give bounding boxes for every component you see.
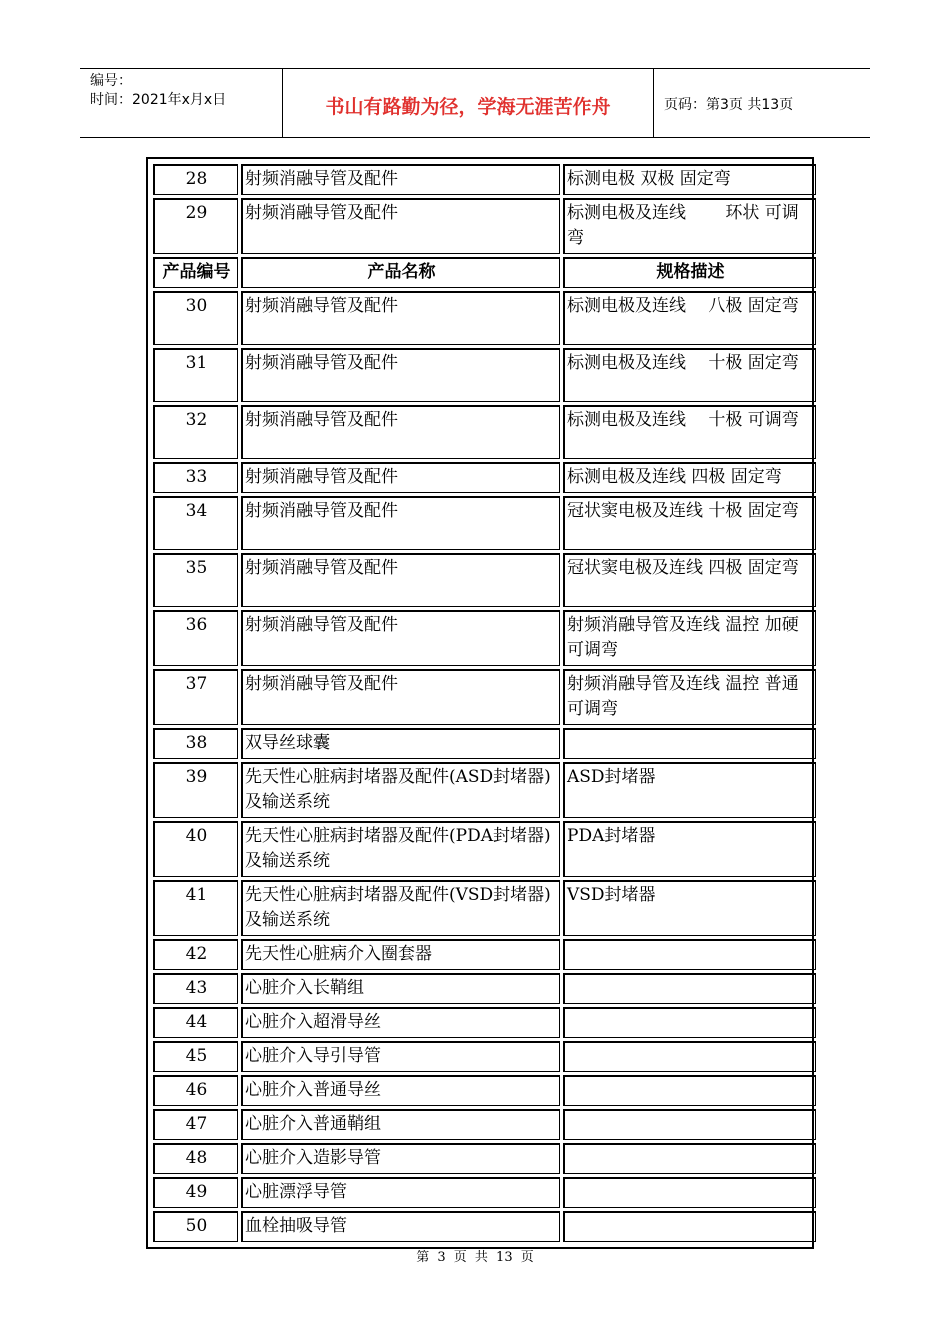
table-row bbox=[153, 821, 816, 877]
table-row bbox=[153, 1143, 816, 1174]
product-name-cell: 双导丝球囊 bbox=[241, 728, 560, 759]
product-number-cell: 46 bbox=[153, 1075, 238, 1106]
spec-cell bbox=[563, 939, 816, 970]
spec-cell bbox=[563, 1143, 816, 1174]
spec-cell bbox=[563, 1109, 816, 1140]
product-number-cell: 50 bbox=[153, 1211, 238, 1242]
page-footer: 第 3 页 共 13 页 bbox=[416, 1250, 534, 1265]
product-number-cell: 34 bbox=[153, 496, 238, 550]
table-row bbox=[153, 405, 816, 459]
product-name-cell: 心脏介入超滑导丝 bbox=[241, 1007, 560, 1038]
table-row bbox=[153, 1075, 816, 1106]
table-row bbox=[153, 728, 816, 759]
table-row bbox=[153, 880, 816, 936]
table-header-row bbox=[153, 257, 816, 288]
product-name-cell: 射频消融导管及配件 bbox=[241, 405, 560, 459]
spec-cell: 冠状窦电极及连线 四极 固定弯 bbox=[563, 553, 816, 607]
spec-cell bbox=[563, 973, 816, 1004]
spec-cell bbox=[563, 1041, 816, 1072]
product-number-cell: 48 bbox=[153, 1143, 238, 1174]
product-number-cell: 45 bbox=[153, 1041, 238, 1072]
product-number-cell: 44 bbox=[153, 1007, 238, 1038]
product-name-cell: 射频消融导管及配件 bbox=[241, 164, 560, 195]
table-row bbox=[153, 164, 816, 195]
spec-cell bbox=[563, 728, 816, 759]
spec-cell bbox=[563, 1177, 816, 1208]
header-meta bbox=[80, 69, 283, 137]
product-number-cell: 30 bbox=[153, 291, 238, 345]
spec-cell: PDA封堵器 bbox=[563, 821, 816, 877]
table-row bbox=[153, 939, 816, 970]
spec-cell bbox=[563, 1075, 816, 1106]
table-row bbox=[153, 462, 816, 493]
product-number-cell: 38 bbox=[153, 728, 238, 759]
product-number-cell: 31 bbox=[153, 348, 238, 402]
product-name-cell: 射频消融导管及配件 bbox=[241, 348, 560, 402]
spec-cell: 射频消融导管及连线 温控 加硬 可调弯 bbox=[563, 610, 816, 666]
product-table-frame bbox=[146, 157, 814, 1249]
spec-cell: 射频消融导管及连线 温控 普通 可调弯 bbox=[563, 669, 816, 725]
table-row bbox=[153, 348, 816, 402]
table-row bbox=[153, 198, 816, 254]
product-name-cell: 射频消融导管及配件 bbox=[241, 462, 560, 493]
product-number-cell: 33 bbox=[153, 462, 238, 493]
column-header: 规格描述 bbox=[563, 257, 816, 288]
product-name-cell: 射频消融导管及配件 bbox=[241, 669, 560, 725]
column-header: 产品编号 bbox=[153, 257, 238, 288]
spec-cell: 标测电极及连线 十极 固定弯 bbox=[563, 348, 816, 402]
product-name-cell: 心脏介入造影导管 bbox=[241, 1143, 560, 1174]
spec-cell: 标测电极及连线 十极 可调弯 bbox=[563, 405, 816, 459]
table-row bbox=[153, 610, 816, 666]
product-name-cell: 心脏介入普通鞘组 bbox=[241, 1109, 560, 1140]
product-number-cell: 47 bbox=[153, 1109, 238, 1140]
product-number-cell: 35 bbox=[153, 553, 238, 607]
table-row bbox=[153, 496, 816, 550]
product-number-cell: 43 bbox=[153, 973, 238, 1004]
product-name-cell: 心脏介入普通导丝 bbox=[241, 1075, 560, 1106]
product-number-cell: 41 bbox=[153, 880, 238, 936]
date-text: 时间：2021年x月x日 bbox=[90, 92, 227, 108]
product-name-cell: 射频消融导管及配件 bbox=[241, 291, 560, 345]
product-name-cell: 射频消融导管及配件 bbox=[241, 496, 560, 550]
spec-cell: VSD封堵器 bbox=[563, 880, 816, 936]
product-number-cell: 37 bbox=[153, 669, 238, 725]
product-number-cell: 42 bbox=[153, 939, 238, 970]
serial-label: 编号： bbox=[90, 73, 132, 89]
column-header: 产品名称 bbox=[241, 257, 560, 288]
table-row bbox=[153, 762, 816, 818]
product-number-cell: 40 bbox=[153, 821, 238, 877]
product-name-cell: 射频消融导管及配件 bbox=[241, 198, 560, 254]
table-row bbox=[153, 1177, 816, 1208]
product-number-cell: 36 bbox=[153, 610, 238, 666]
table-row bbox=[153, 1211, 816, 1242]
table-row bbox=[153, 291, 816, 345]
spec-cell bbox=[563, 1007, 816, 1038]
spec-cell: 标测电极 双极 固定弯 bbox=[563, 164, 816, 195]
product-name-cell: 先天性心脏病封堵器及配件(ASD封堵器)及输送系统 bbox=[241, 762, 560, 818]
spec-cell: 冠状窦电极及连线 十极 固定弯 bbox=[563, 496, 816, 550]
product-number-cell: 32 bbox=[153, 405, 238, 459]
product-name-cell: 心脏漂浮导管 bbox=[241, 1177, 560, 1208]
spec-cell: 标测电极及连线 八极 固定弯 bbox=[563, 291, 816, 345]
product-name-cell: 射频消融导管及配件 bbox=[241, 553, 560, 607]
product-name-cell: 射频消融导管及配件 bbox=[241, 610, 560, 666]
header-page-info: 页码：第3页 共13页 bbox=[664, 97, 794, 113]
table-row bbox=[153, 1007, 816, 1038]
page-header bbox=[80, 68, 870, 138]
spec-cell bbox=[563, 1211, 816, 1242]
product-number-cell: 49 bbox=[153, 1177, 238, 1208]
product-name-cell: 血栓抽吸导管 bbox=[241, 1211, 560, 1242]
spec-cell: 标测电极及连线 四极 固定弯 bbox=[563, 462, 816, 493]
spec-cell: ASD封堵器 bbox=[563, 762, 816, 818]
product-table bbox=[150, 161, 819, 1245]
product-number-cell: 28 bbox=[153, 164, 238, 195]
product-name-cell: 先天性心脏病封堵器及配件(VSD封堵器)及输送系统 bbox=[241, 880, 560, 936]
spec-cell: 标测电极及连线 环状 可调弯 bbox=[563, 198, 816, 254]
product-number-cell: 39 bbox=[153, 762, 238, 818]
header-motto: 书山有路勤为径，学海无涯苦作舟 bbox=[283, 69, 654, 137]
table-row bbox=[153, 973, 816, 1004]
product-name-cell: 先天性心脏病封堵器及配件(PDA封堵器)及输送系统 bbox=[241, 821, 560, 877]
product-name-cell: 心脏介入长鞘组 bbox=[241, 973, 560, 1004]
product-name-cell: 心脏介入导引导管 bbox=[241, 1041, 560, 1072]
product-name-cell: 先天性心脏病介入圈套器 bbox=[241, 939, 560, 970]
table-row bbox=[153, 1109, 816, 1140]
table-row bbox=[153, 1041, 816, 1072]
table-row bbox=[153, 669, 816, 725]
table-row bbox=[153, 553, 816, 607]
product-number-cell: 29 bbox=[153, 198, 238, 254]
